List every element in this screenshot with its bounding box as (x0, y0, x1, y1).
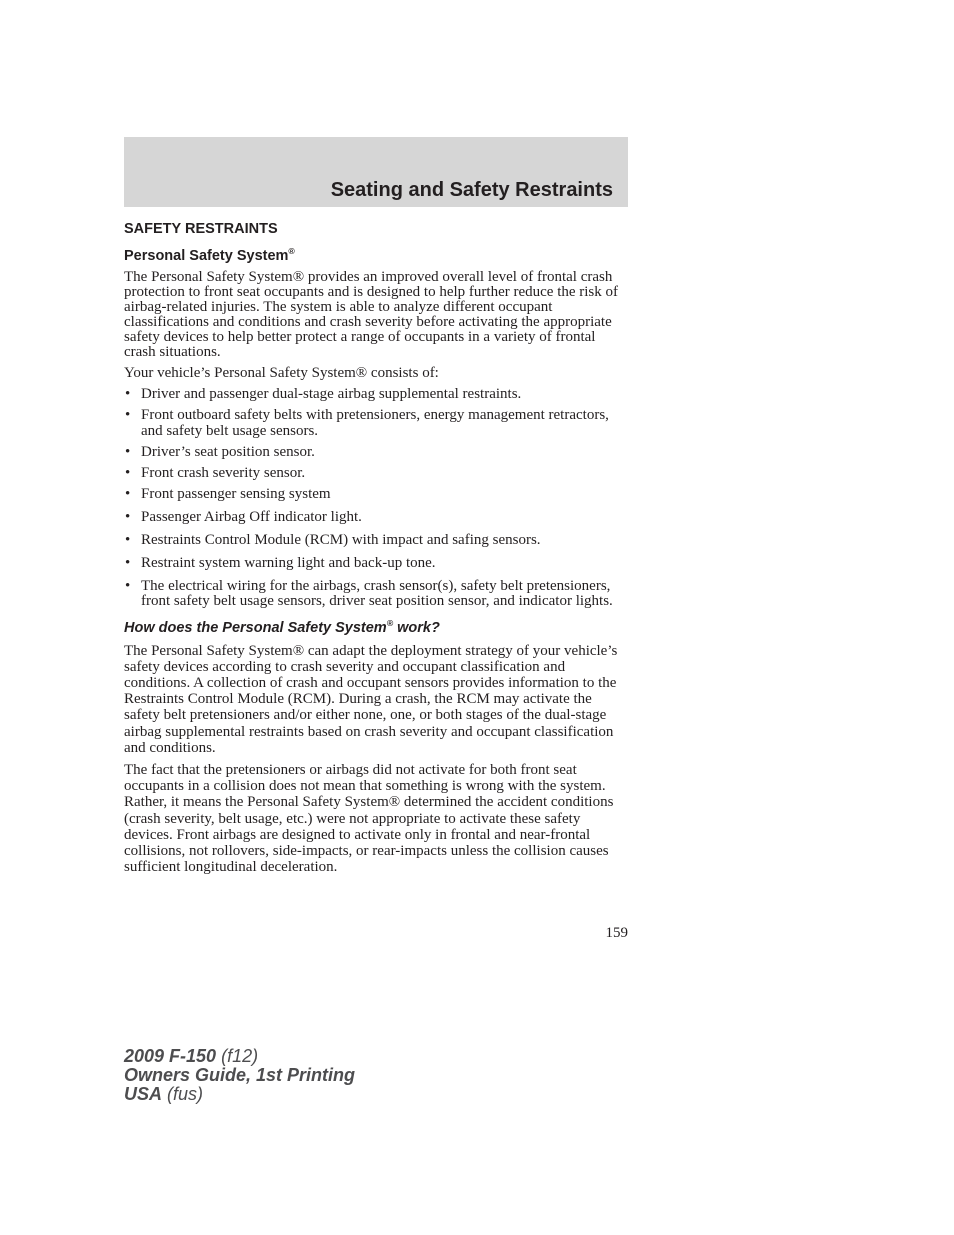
subsection-heading-text: Personal Safety System (124, 248, 289, 264)
list-item (124, 408, 628, 439)
list-item-text: Restraint system warning light and back-up tone. (141, 554, 436, 571)
footer-model-code: (f12) (216, 1046, 259, 1066)
how-it-works-paragraph-2: The fact that the pretensioners or airbags did not activate for both front seat occupants in a collision does not mean that something is wrong with the system. Rather, it means the Personal Safety System® determined the accident conditions (crash severity, belt usage, etc.) were not appropriate to activate these safety devices. Front airbags are designed to activate only in frontal and near-frontal collisions, not rollovers, side-impacts, or rear-impacts unless the collision causes sufficient longitudinal deceleration. (124, 761, 614, 876)
chapter-title: Seating and Safety Restraints (330, 179, 613, 201)
bullet-marker: • (125, 554, 131, 571)
list-item (124, 533, 628, 549)
bullet-marker: • (125, 577, 131, 594)
bullet-marker: • (125, 464, 131, 481)
list-item (124, 466, 628, 482)
bullet-marker: • (125, 386, 131, 402)
list-item-text: Restraints Control Module (RCM) with impact and safing sensors. (141, 531, 541, 548)
footer-model: 2009 F-150 (124, 1046, 217, 1066)
footer-market-code: (fus) (162, 1084, 204, 1104)
list-item (124, 387, 628, 403)
list-item-text: Passenger Airbag Off indicator light. (141, 508, 362, 525)
how-it-works-heading (124, 619, 628, 637)
list-item-text: Front passenger sensing system (141, 485, 331, 502)
how-heading-end: work? (393, 619, 440, 636)
list-item-text: Front outboard safety belts with pretensioners, energy management retractors, and safety belt usage sensors. (141, 407, 609, 439)
footer-line-market (124, 1085, 355, 1104)
intro-paragraph: The Personal Safety System® provides an improved overall level of frontal crash protection to front seat occupants and is designed to help further reduce the risk of airbag-related injuries. The system is able to analyze different occupant classifications and conditions and crash severity before activating the appropriate safety devices to help better protect a range of occupants in a variety of frontal crash situations. (124, 269, 619, 360)
footer-line-model (124, 1047, 355, 1066)
bullet-marker: • (125, 531, 131, 548)
list-item (124, 445, 628, 461)
list-item (124, 556, 628, 572)
footer-market: USA (124, 1084, 163, 1104)
how-it-works-paragraph-1: The Personal Safety System® can adapt the deployment strategy of your vehicle’s safety devices according to crash severity and occupant classification and conditions. A collection of crash and occupant sensors provides information to the Restraints Control Module (RCM). During a crash, the RCM may activate the safety belt pretensioners and/or either none, one, or both stages of the dual-stage airbag supplemental restraints based on crash severity and occupant classification and conditions. (124, 642, 618, 756)
list-item (124, 579, 628, 610)
page-content (124, 220, 628, 881)
list-item-text: Front crash severity sensor. (141, 464, 306, 481)
bullet-marker: • (125, 407, 131, 423)
list-item (124, 510, 628, 526)
list-item-text: Driver’s seat position sensor. (141, 443, 315, 460)
subsection-heading (124, 247, 628, 265)
section-header-band (124, 137, 628, 207)
list-item-text: Driver and passenger dual-stage airbag supplemental restraints. (141, 386, 522, 402)
section-heading: SAFETY RESTRAINTS (124, 221, 278, 237)
list-item (124, 487, 628, 503)
list-item-text: The electrical wiring for the airbags, crash sensor(s), safety belt pretensioners, front safety belt usage sensors, driver seat position sensor, and indicator lights. (141, 577, 613, 609)
components-list (124, 387, 628, 610)
how-heading-start: How does the Personal Safety System (124, 619, 387, 636)
consists-of-paragraph: Your vehicle’s Personal Safety System® consists of: (124, 365, 439, 381)
bullet-marker: • (125, 443, 131, 460)
document-footer (124, 1047, 355, 1104)
page-number: 159 (605, 925, 628, 941)
bullet-marker: • (125, 485, 131, 502)
bullet-marker: • (125, 508, 131, 525)
registered-mark: ® (288, 246, 295, 257)
registered-mark: ® (386, 617, 394, 628)
footer-line-guide: Owners Guide, 1st Printing (124, 1065, 356, 1085)
